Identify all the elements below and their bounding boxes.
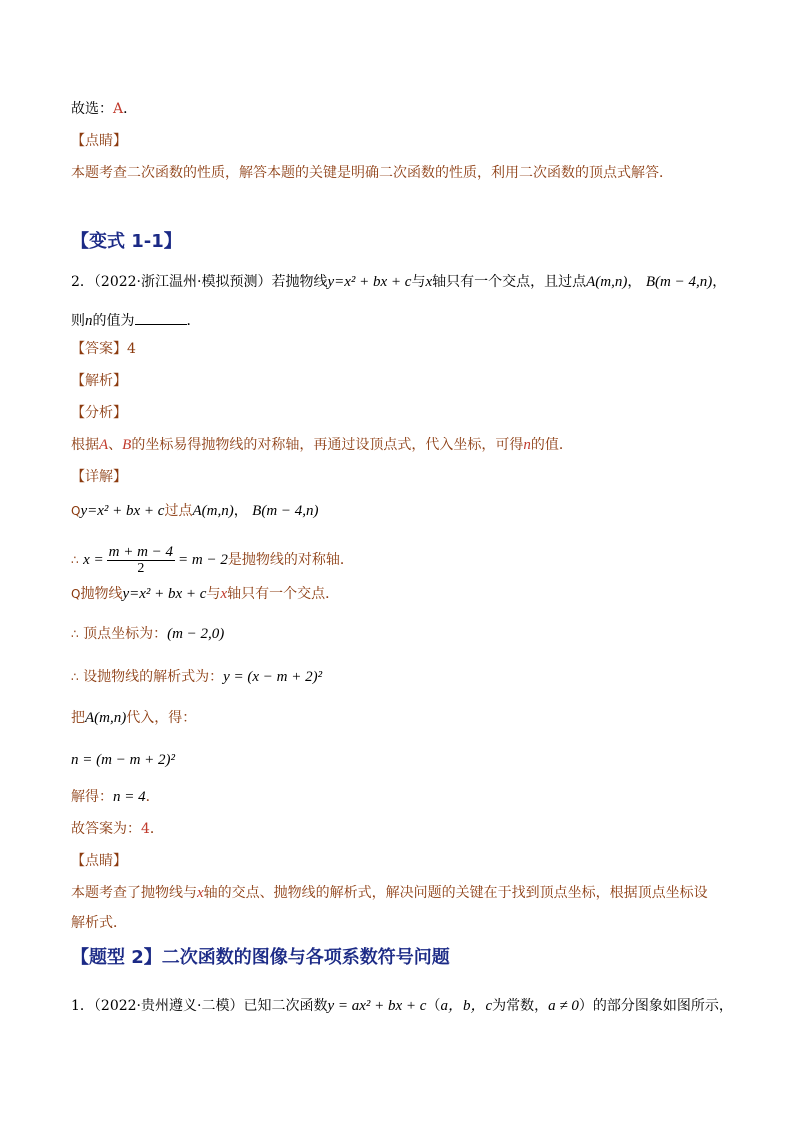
comment-text: 本题考查二次函数的性质，解答本题的关键是明确二次函数的性质，利用二次函数的顶点式解答． (71, 165, 673, 181)
step6: 把A(m,n)代入，得： (71, 710, 197, 726)
comment-text-2-line1: 本题考查了抛物线与x轴的交点、抛物线的解析式，解决问题的关键在于找到顶点坐标，根据顶点坐标设 (71, 885, 708, 901)
problem1-statement: 1．（2022·贵州遵义·二模）已知二次函数y = ax² + bx + c（a，b，c为常数，a ≠ 0）的部分图象如图所示， (71, 998, 733, 1014)
comment-text-2-line2: 解析式． (71, 915, 127, 931)
solve-line: 解得：n = 4． (71, 789, 160, 805)
step5: ∴ 设抛物线的解析式为：y = (x − m + 2)² (71, 669, 323, 685)
step3: Q抛物线y=x² + bx + c与x轴只有一个交点． (71, 586, 340, 602)
analysis-tag: 【解析】 (71, 373, 127, 389)
point-b: B(m − 4,n) (645, 274, 713, 290)
answer-blank (135, 310, 187, 325)
answer-choice: A (113, 101, 124, 117)
fenxi-tag: 【分析】 (71, 405, 127, 421)
final-answer-line: 故答案为：4． (71, 821, 164, 837)
comment-tag: 【点睛】 (71, 133, 127, 149)
point-a: A(m,n) (586, 274, 628, 290)
type2-heading: 【题型 2】二次函数的图像与各项系数符号问题 (71, 947, 450, 968)
step1: Qy=x² + bx + c过点A(m,n)， B(m − 4,n) (71, 503, 319, 519)
parabola-eq: y=x² + bx + c (327, 274, 412, 290)
fenxi-text: 根据A、B的坐标易得抛物线的对称轴，再通过设顶点式，代入坐标，可得n的值． (71, 437, 573, 453)
problem2-line2: 则n的值为 ． (71, 310, 201, 331)
step2: ∴ x = $\frac{m + m - 4}{2}$ = m − 2是抛物线的对称轴． (71, 543, 354, 576)
problem2-source: （2022·浙江温州·模拟预测） (93, 274, 272, 290)
answer-line: 【答案】4 (71, 341, 136, 357)
detail-tag: 【详解】 (71, 469, 127, 485)
problem2-statement: 2．（2022·浙江温州·模拟预测）若抛物线y=x² + bx + c与x轴只有一个交点，且过点A(m,n)， B(m − 4,n)， (71, 274, 727, 290)
step4: ∴ 顶点坐标为：(m − 2,0) (71, 626, 225, 642)
comment-tag-2: 【点睛】 (71, 853, 127, 869)
variant-heading: 【变式 1-1】 (71, 231, 182, 252)
axis-fraction: $\frac{m + m - 4}{2}$ (108, 543, 174, 576)
substitution: n = (m − m + 2)² (71, 752, 176, 768)
answer-choice-line: 故选：A． (71, 101, 138, 117)
